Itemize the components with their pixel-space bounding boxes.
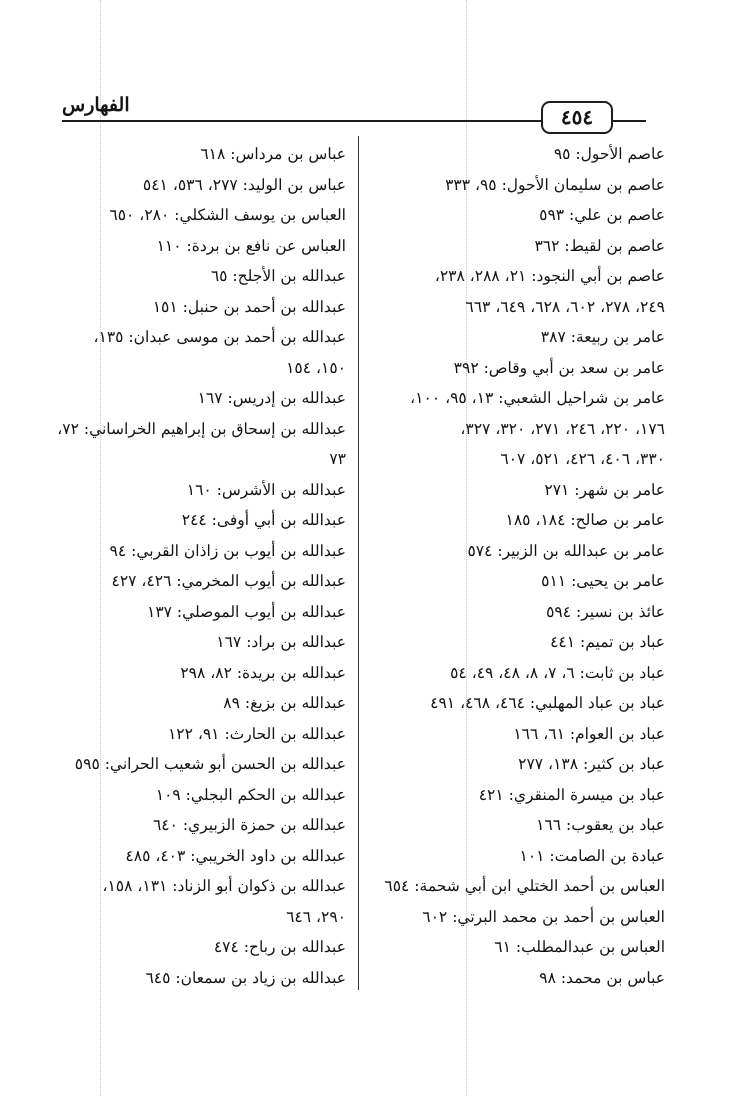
index-entry: العباس بن أحمد الختلي ابن أبي شحمة: ٦٥٤ [384,877,665,895]
index-entry: عباد بن ميسرة المنقري: ٤٢١ [478,785,665,804]
index-entry: عباس بن محمد: ٩٨ [539,968,665,987]
index-entry: العباس عن نافع بن بردة: ١١٠ [156,236,346,255]
index-entry: عبدالله بن ذكوان أبو الزناد: ١٣١، ١٥٨، [102,877,346,895]
index-entry: عبدالله بن الحكم البجلي: ١٠٩ [155,785,346,804]
index-entry: عباس بن مرداس: ٦١٨ [200,145,346,163]
index-entry: عاصم بن لقيط: ٣٦٢ [534,236,665,255]
index-entry: عبدالله بن أيوب بن زاذان القربي: ٩٤ [109,541,346,560]
index-entry: عبدالله بن الأشرس: ١٦٠ [186,480,346,499]
header-rule-right [612,120,646,122]
index-entry: عبدالله بن رباح: ٤٧٤ [213,938,346,956]
index-entry: عباد بن عباد المهلبي: ٤٦٤، ٤٦٨، ٤٩١ [430,694,665,712]
index-entry: ٢٤٩، ٢٧٨، ٦٠٢، ٦٢٨، ٦٤٩، ٦٦٣ [465,297,665,316]
column-divider [358,136,359,990]
index-entry: ٢٩٠، ٦٤٦ [286,907,346,926]
index-entry: ١٧٦، ٢٢٠، ٢٤٦، ٢٧١، ٣٢٠، ٣٢٧، [460,419,665,438]
index-entry: عاصم بن أبي النجود: ٢١، ٢٨٨، ٢٣٨، [434,267,665,285]
index-entry: عائذ بن نسير: ٥٩٤ [546,602,665,621]
index-entry: عبدالله بن براد: ١٦٧ [216,633,346,651]
index-entry: عبدالله بن أحمد بن حنبل: ١٥١ [152,297,346,316]
index-entry: عبدالله بن حمزة الزبيري: ٦٤٠ [152,816,346,834]
index-entry: عامر بن صالح: ١٨٤، ١٨٥ [505,511,665,529]
index-entry: عبدالله بن الحارث: ٩١، ١٢٢ [167,724,346,743]
index-entry: عامر بن عبدالله بن الزبير: ٥٧٤ [467,541,665,560]
index-entry: عبدالله بن داود الخريبي: ٤٠٣، ٤٨٥ [125,846,346,865]
index-entry: عامر بن شراحيل الشعبي: ١٣، ٩٥، ١٠٠، [410,389,665,407]
index-entry: عباد بن يعقوب: ١٦٦ [536,816,665,834]
index-entry: عاصم الأحول: ٩٥ [553,145,665,163]
index-entry: عبدالله بن بريدة: ٨٢، ٢٩٨ [180,663,346,682]
index-entry: عبدالله بن أيوب المخرمي: ٤٢٦، ٤٢٧ [111,572,346,590]
index-entry: عباس بن الوليد: ٢٧٧، ٥٣٦، ٥٤١ [142,175,346,194]
index-entry: عبدالله بن زياد بن سمعان: ٦٤٥ [145,968,346,987]
index-entry: عبادة بن الصامت: ١٠١ [519,846,665,865]
index-entry: عامر بن سعد بن أبي وقاص: ٣٩٢ [453,358,665,377]
index-entry: عباد بن كثير: ١٣٨، ٢٧٧ [518,755,665,773]
page-number: ٤٥٤ [541,101,613,134]
index-entry: عباد بن ثابت: ٦، ٧، ٨، ٤٨، ٤٩، ٥٤ [450,663,665,682]
index-entry: عامر بن يحيى: ٥١١ [541,572,665,590]
index-entry: عبدالله بن إسحاق بن إبراهيم الخراساني: ٧٢، [57,419,346,438]
index-entry: عبدالله بن أبي أوفى: ٢٤٤ [181,511,346,529]
index-entry: عامر بن ربيعة: ٣٨٧ [540,328,665,346]
left-column [48,139,346,993]
index-entry: عبدالله بن أيوب الموصلي: ١٣٧ [147,602,346,621]
index-entry: عبدالله بن أحمد بن موسى عبدان: ١٣٥، [93,328,346,346]
index-entry: عبدالله بن الأجلح: ٦٥ [210,267,346,285]
index-entry: عباد بن تميم: ٤٤١ [550,633,665,651]
index-entry: ٣٣٠، ٤٠٦، ٤٢٦، ٥٢١، ٦٠٧ [500,450,665,468]
index-entry: العباس بن عبدالمطلب: ٦١ [494,938,665,956]
index-entry: ١٥٠، ١٥٤ [286,358,346,377]
index-entry: العباس بن يوسف الشكلي: ٢٨٠، ٦٥٠ [109,206,346,224]
index-entry: العباس بن أحمد بن محمد البرتي: ٦٠٢ [422,907,665,926]
index-entry: عامر بن شهر: ٢٧١ [544,480,665,499]
page-title: الفهارس [62,94,130,116]
index-entry: عاصم بن سليمان الأحول: ٩٥، ٣٣٣ [445,175,665,194]
index-entry: عاصم بن علي: ٥٩٣ [539,206,665,224]
index-entry: عبدالله بن بزيغ: ٨٩ [223,694,346,712]
index-entry: ٧٣ [329,450,346,468]
right-column [369,139,665,993]
index-entry: عباد بن العوام: ٦١، ١٦٦ [513,724,665,743]
index-entry: عبدالله بن إدريس: ١٦٧ [197,389,346,407]
index-entry: عبدالله بن الحسن أبو شعيب الحراني: ٥٩٥ [74,755,346,773]
header-rule [62,120,595,122]
